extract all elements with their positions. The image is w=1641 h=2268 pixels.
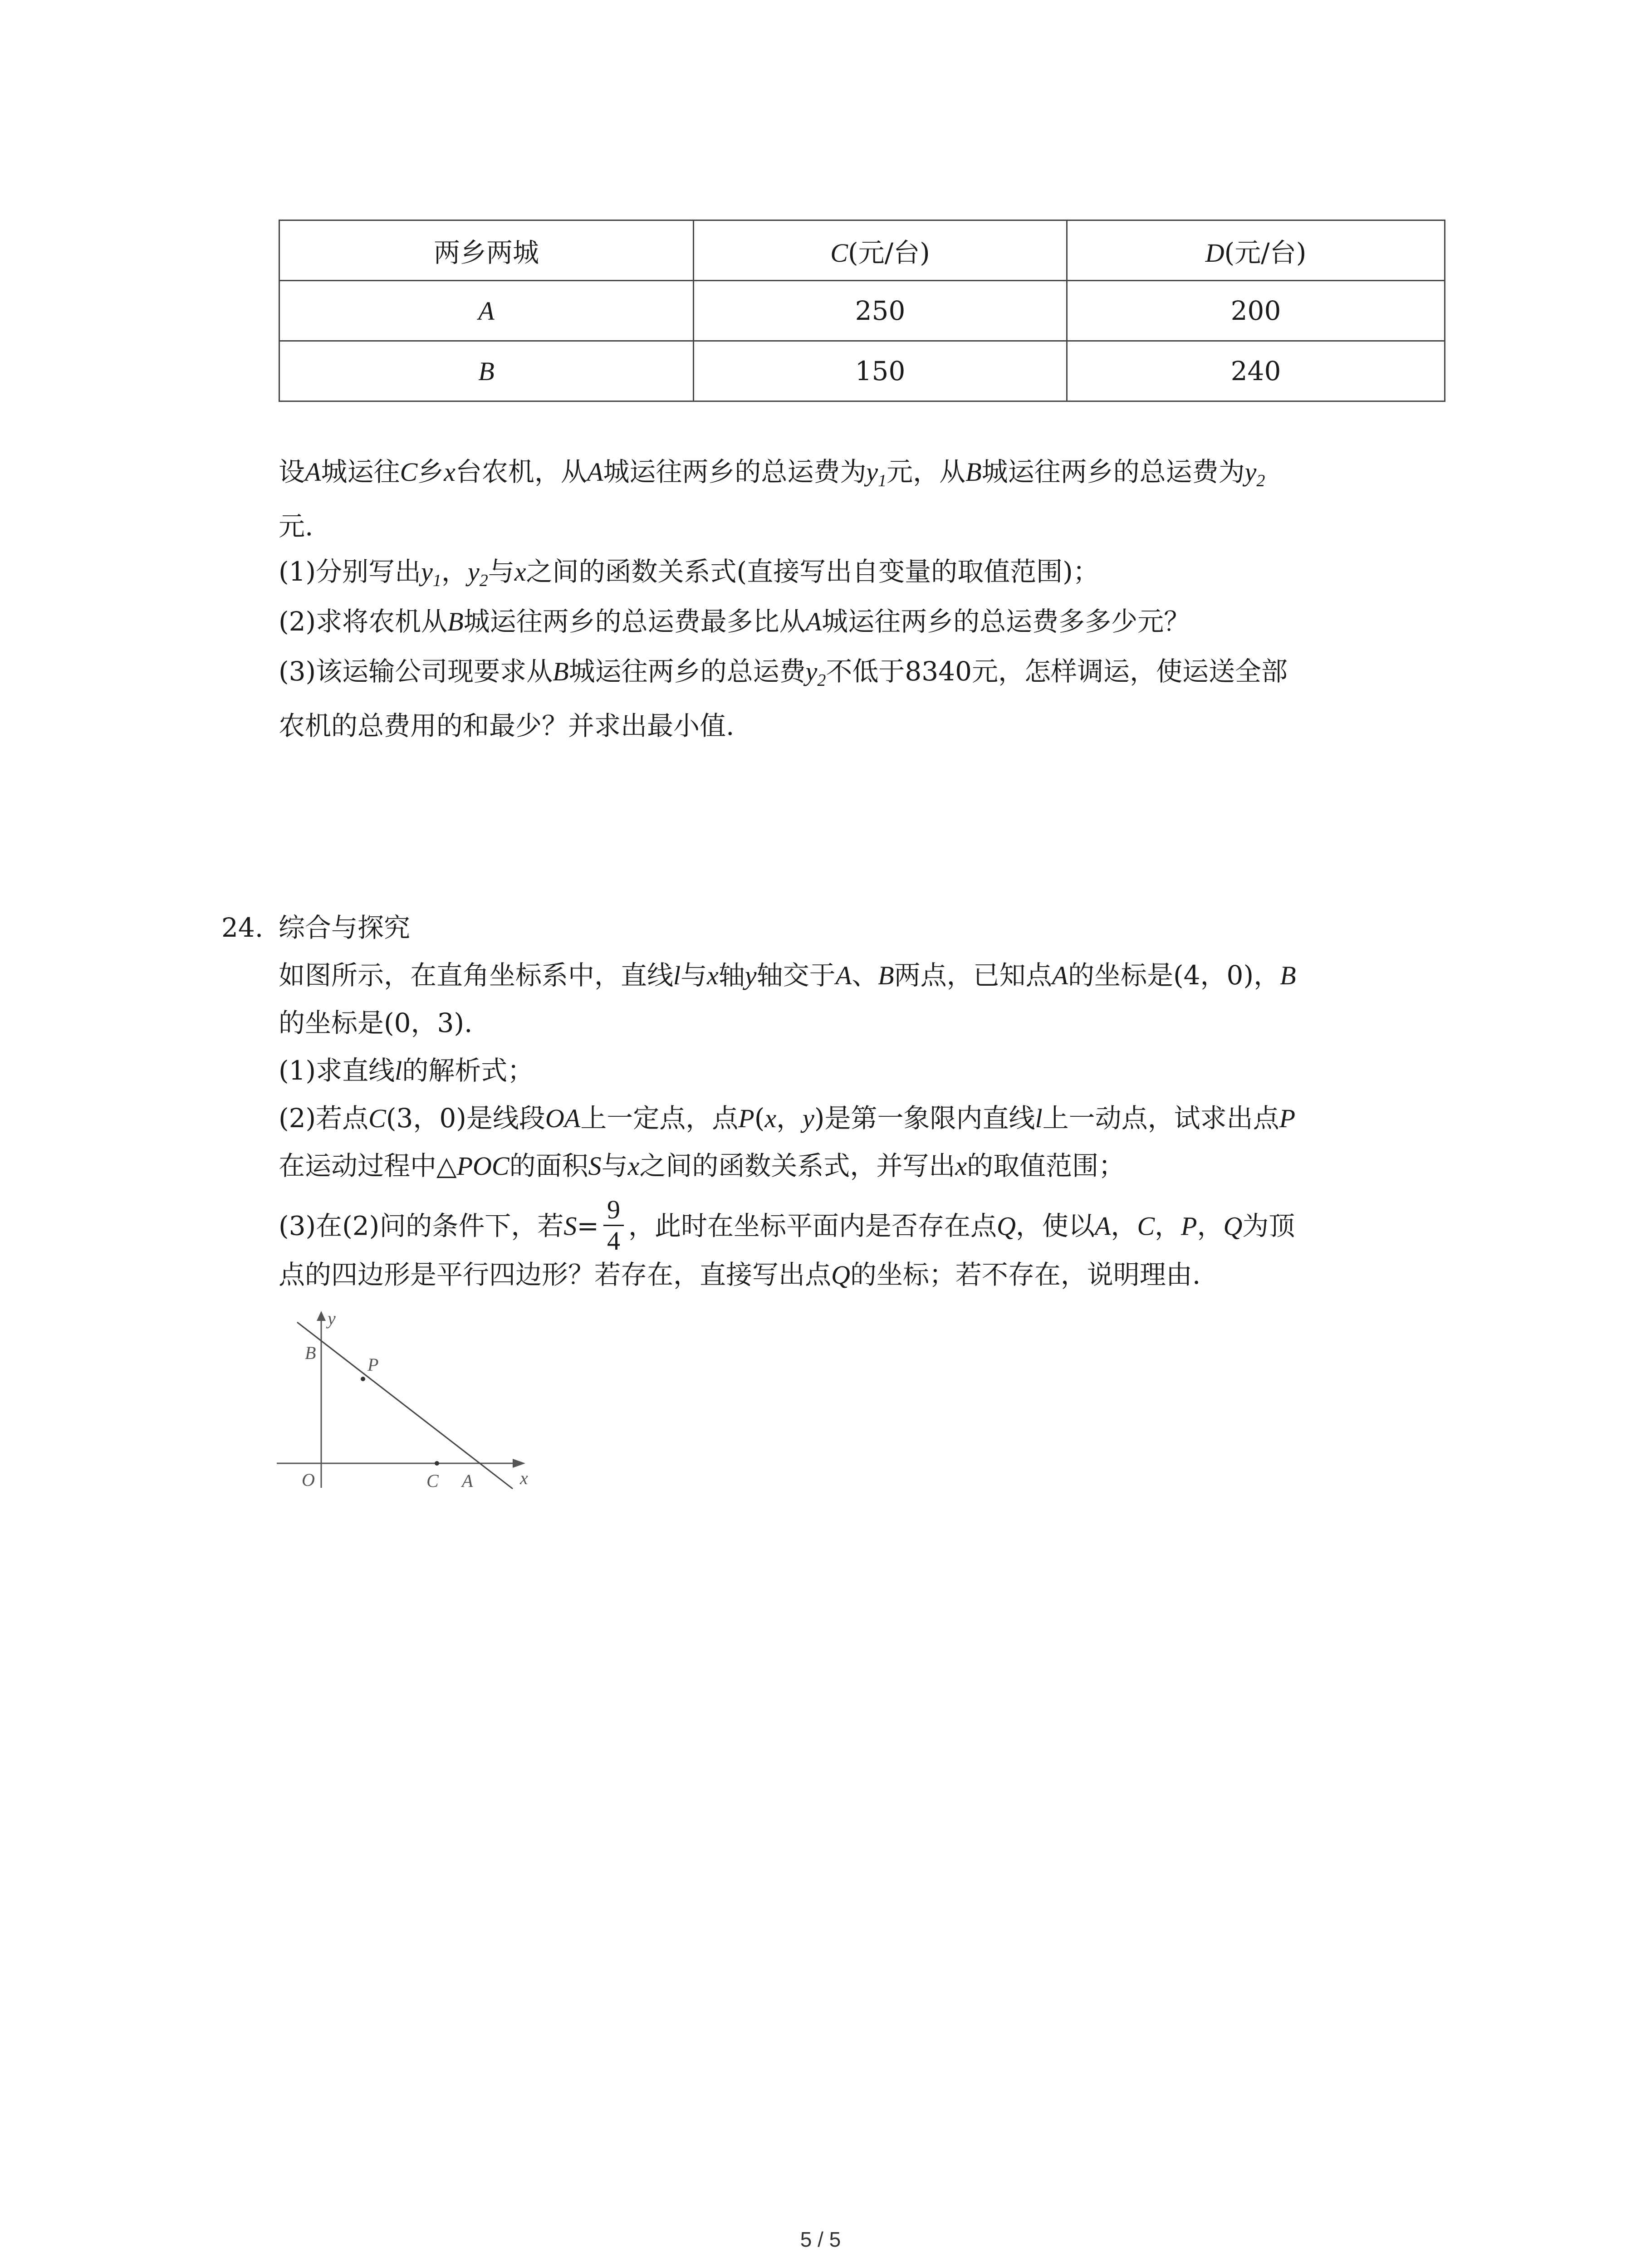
table-header-cell: D(元/台) [1067, 220, 1445, 281]
table-header-cell: 两乡两城 [279, 220, 694, 281]
q24-part1: (1)求直线l的解析式； [279, 1055, 534, 1086]
label-a: A [462, 1471, 473, 1491]
label-y: y [328, 1311, 336, 1329]
point-c [435, 1461, 439, 1466]
point-p [361, 1377, 365, 1381]
table-row [279, 341, 1445, 401]
fraction-nine-quarters: $\frac{9}{4}$ [603, 1195, 624, 1256]
coordinate-figure [277, 1311, 531, 1501]
q24-part2-line1: (2)若点C(3，0)是线段OA上一定点，点P(x，y)是第一象限内直线l上一动点，试求出点P [279, 1103, 1296, 1134]
table-cell: 240 [1067, 341, 1445, 401]
page-number: 5 / 5 [800, 2228, 841, 2251]
y-axis-arrow [317, 1311, 326, 1321]
label-b: B [305, 1343, 316, 1363]
table-cell: A [279, 281, 694, 341]
q23-part3-line2: 农机的总费用的和最少？并求出最小值. [279, 710, 735, 741]
q23-part2: (2)求将农机从B城运往两乡的总运费最多比从A城运往两乡的总运费多多少元？ [279, 606, 1190, 637]
q24-part3-line2: 点的四边形是平行四边形？若存在，直接写出点Q的坐标；若不存在，说明理由. [279, 1259, 1201, 1290]
q24-intro-line2: 的坐标是(0，3). [279, 1007, 473, 1038]
table-cell: B [279, 341, 694, 401]
q24-part3-line1: (3)在(2)问的条件下，若S= $\frac{9}{4}$ ，此时在坐标平面内是否存在点Q，使以A，C，P，Q为顶 [279, 1195, 1295, 1256]
q23-part1: (1)分别写出$y_1$，$y_2$与x之间的函数关系式(直接写出自变量的取值范围)； [279, 556, 1099, 590]
q23-intro-line2: 元. [279, 511, 314, 542]
table-header-row [279, 220, 1445, 281]
table-cell: 250 [694, 281, 1067, 341]
table-cell: 200 [1067, 281, 1445, 341]
table-cell: 150 [694, 341, 1067, 401]
label-p: P [367, 1354, 379, 1375]
label-c: C [426, 1471, 439, 1491]
table-row [279, 281, 1445, 341]
q24-part2-line2: 在运动过程中△POC的面积S与x之间的函数关系式，并写出x的取值范围； [279, 1150, 1125, 1181]
label-o: O [302, 1470, 315, 1490]
q24-intro-line1: 如图所示，在直角坐标系中，直线l与x轴y轴交于A、B两点，已知点A的坐标是(4，0)，B [279, 960, 1296, 991]
q24-title: 综合与探究 [279, 912, 411, 943]
label-x: x [520, 1468, 528, 1488]
table-header-cell: C(元/台) [694, 220, 1067, 281]
q23-intro-line1: 设A城运往C乡x台农机，从A城运往两乡的总运费为$y_1$元，从B城运往两乡的总运费为$y_2$ [279, 456, 1265, 490]
q23-part3-line1: (3)该运输公司现要求从B城运往两乡的总运费$y_2$不低于8340元，怎样调运，使运送全部 [279, 656, 1288, 690]
freight-table [279, 220, 1445, 402]
question-number: 24. [221, 912, 264, 943]
x-axis-arrow [513, 1459, 525, 1468]
